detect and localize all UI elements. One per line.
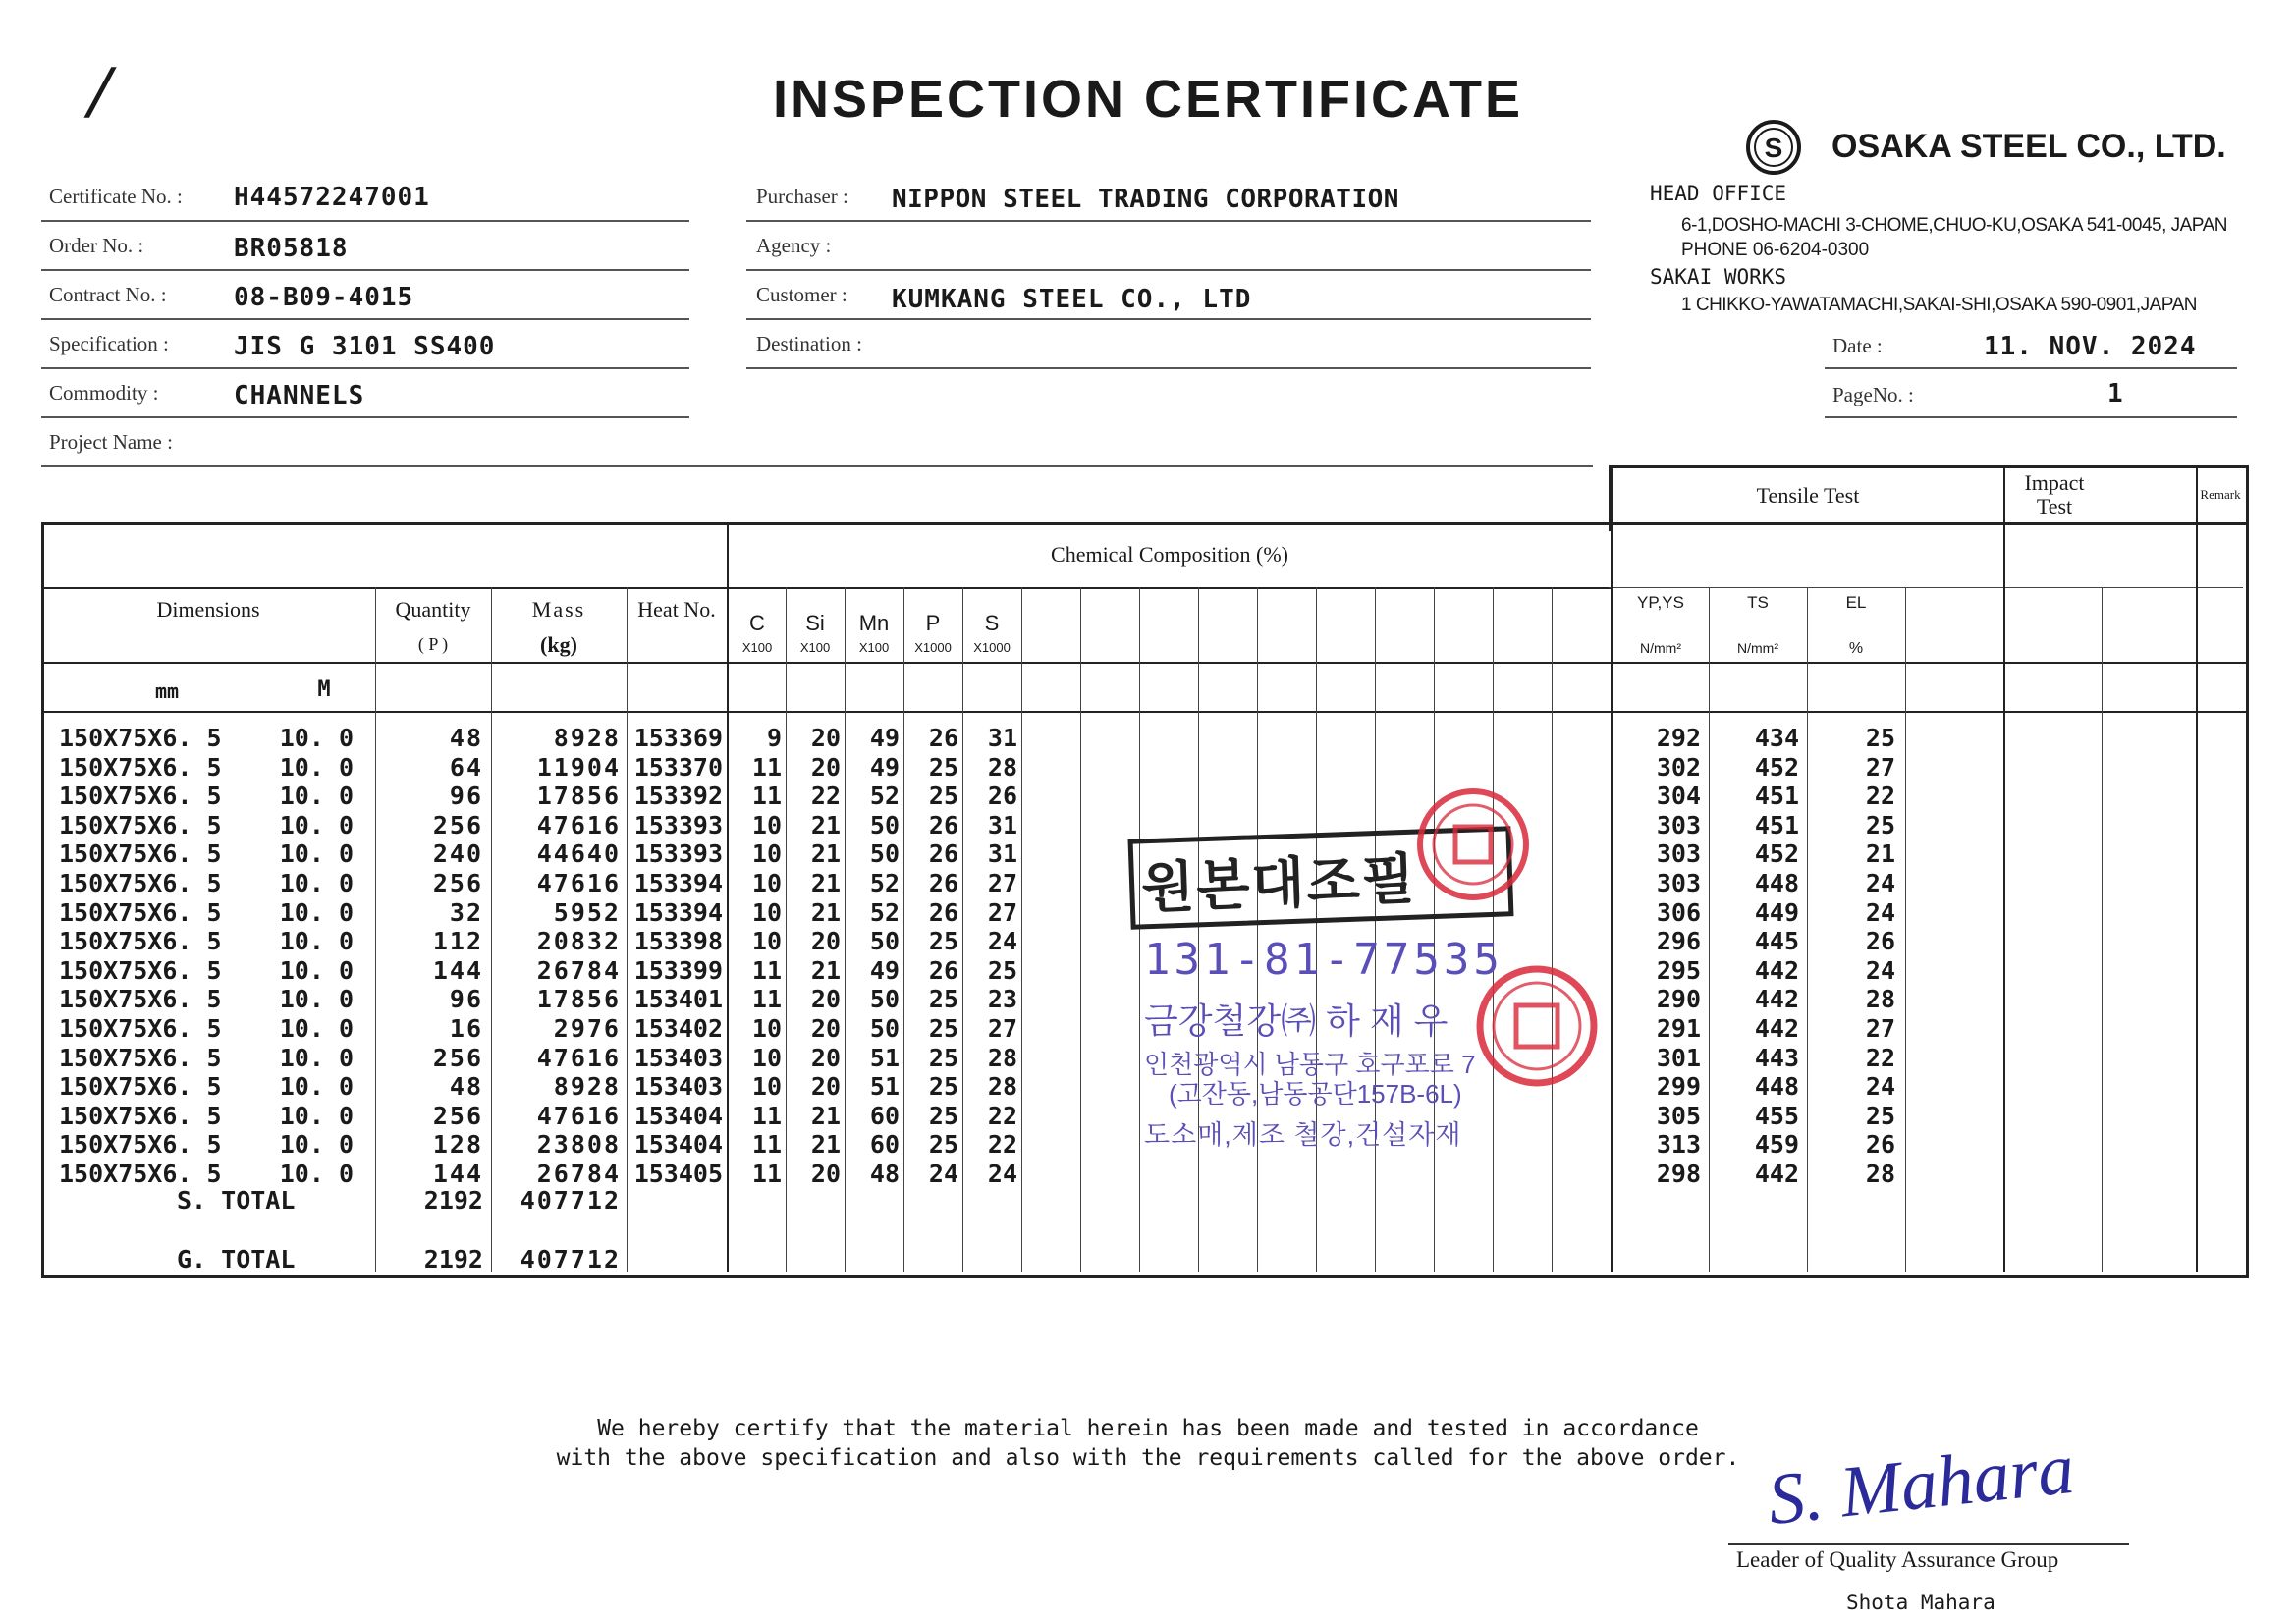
cell-mass: 20832 [536,927,621,956]
cell-mn: 50 [869,985,900,1014]
cell-mn: 60 [869,1101,900,1130]
cell-heat: 153398 [633,927,723,956]
c-header: C [749,611,765,635]
s-total-label: S. TOTAL [177,1186,296,1215]
cell-ts: 442 [1754,1160,1799,1188]
cell-dim: 150X75X6. 5 [59,839,222,869]
cell-c: 10 [751,1043,782,1072]
cell-el: 24 [1865,897,1895,927]
cell-si: 21 [810,1101,841,1130]
cell-heat: 153370 [633,752,723,782]
si-header: Si [805,611,825,635]
el-header: EL [1845,593,1867,612]
cell-c: 11 [751,1101,782,1130]
cell-c: 10 [751,1072,782,1102]
cell-heat: 153404 [633,1101,723,1130]
cell-si: 20 [810,724,841,752]
cell-heat: 153393 [633,810,723,839]
cell-el: 25 [1865,810,1895,839]
yp-header: YP,YS [1637,593,1684,612]
cell-mn: 60 [869,1130,900,1160]
cell-ts: 442 [1754,985,1799,1014]
cell-qty: 64 [449,752,483,782]
cell-mn: 49 [869,955,900,985]
contract-no-label: Contract No. : [49,283,167,306]
cell-p: 26 [928,810,958,839]
cell-si: 21 [810,1130,841,1160]
cell-len: 10. 0 [279,1043,354,1072]
cell-dim: 150X75X6. 5 [59,1160,222,1188]
m-header: M [317,677,331,702]
impact-header: Impact Test [2024,470,2085,518]
cell-mn: 49 [869,752,900,782]
cell-si: 20 [810,1160,841,1188]
osaka-steel-logo-icon [1746,120,1801,175]
tensile-header: Tensile Test [1756,483,1860,508]
certification-line-2: with the above specification and also with the requirements called for the above order. [556,1445,1740,1471]
cell-si: 21 [810,839,841,869]
cell-len: 10. 0 [279,927,354,956]
cell-ts: 442 [1754,955,1799,985]
cell-el: 27 [1865,752,1895,782]
cell-mass: 17856 [536,985,621,1014]
stamp-company-name: 금강철강㈜ 하 재 우 [1144,1001,1449,1041]
cell-el: 26 [1865,927,1895,956]
cell-qty: 256 [432,1043,483,1072]
cell-yp: 303 [1656,810,1701,839]
cell-mass: 44640 [536,839,621,869]
signer-name: Shota Mahara [1846,1591,1995,1614]
cell-si: 21 [810,897,841,927]
signature: S. Mahara [1764,1428,2078,1542]
cell-yp: 305 [1656,1101,1701,1130]
cell-c: 9 [766,724,782,752]
remark-header: Remark [2200,487,2241,502]
specification-label: Specification : [49,332,169,355]
cell-heat: 153403 [633,1043,723,1072]
s-sub: X1000 [973,640,1011,655]
cell-dim: 150X75X6. 5 [59,724,222,752]
cell-ts: 445 [1754,927,1799,956]
s-total-qty: 2192 [423,1186,483,1215]
cell-heat: 153404 [633,1130,723,1160]
cell-c: 11 [751,1130,782,1160]
ts-header: TS [1747,593,1769,612]
cell-p: 25 [928,1130,958,1160]
cell-qty: 96 [449,782,483,811]
si-sub: X100 [799,640,831,655]
cell-yp: 301 [1656,1043,1701,1072]
cell-el: 24 [1865,869,1895,897]
cell-len: 10. 0 [279,724,354,752]
cell-mass: 26784 [536,955,621,985]
contract-no-value: 08-B09-4015 [234,283,414,312]
company-logo [1746,120,1801,175]
cell-yp: 303 [1656,839,1701,869]
cell-si: 22 [810,782,841,811]
cell-dim: 150X75X6. 5 [59,810,222,839]
cell-heat: 153399 [633,955,723,985]
cell-yp: 313 [1656,1130,1701,1160]
cell-mn: 51 [869,1072,900,1102]
cell-si: 21 [810,810,841,839]
agency-label: Agency : [756,234,832,257]
cell-ts: 434 [1754,724,1799,752]
cell-p: 26 [928,839,958,869]
cell-mass: 2976 [553,1014,621,1043]
cell-c: 10 [751,1014,782,1043]
cell-qty: 256 [432,869,483,897]
cell-si: 20 [810,985,841,1014]
cell-s: 26 [987,782,1017,811]
cell-s: 27 [987,897,1017,927]
cell-heat: 153392 [633,782,723,811]
cell-el: 27 [1865,1014,1895,1043]
cell-dim: 150X75X6. 5 [59,1101,222,1130]
s-total-mass: 407712 [519,1186,621,1215]
cell-ts: 452 [1754,839,1799,869]
cell-len: 10. 0 [279,1160,354,1188]
stamp-address-1: 인천광역시 남동구 호구포로 7 [1144,1050,1476,1079]
cell-dim: 150X75X6. 5 [59,1072,222,1102]
cell-heat: 153405 [633,1160,723,1188]
cell-s: 25 [987,955,1017,985]
cell-si: 21 [810,869,841,897]
seal-icon [1414,785,1532,903]
cell-p: 25 [928,752,958,782]
cell-yp: 291 [1656,1014,1701,1043]
cell-mass: 47616 [536,869,621,897]
mass-unit: (kg) [540,632,577,657]
cell-len: 10. 0 [279,897,354,927]
page-no-label: PageNo. : [1832,383,1914,406]
cell-mass: 26784 [536,1160,621,1188]
cell-c: 11 [751,985,782,1014]
chem-header: Chemical Composition (%) [1051,542,1288,567]
cell-mass: 8928 [553,724,621,752]
cell-mass: 47616 [536,810,621,839]
works-address: 1 CHIKKO-YAWATAMACHI,SAKAI-SHI,OSAKA 590-0901,JAPAN [1681,295,2197,315]
specification-value: JIS G 3101 SS400 [234,332,496,361]
cell-yp: 296 [1656,927,1701,956]
red-seal-top [1414,785,1532,903]
cell-ts: 459 [1754,1130,1799,1160]
cell-p: 25 [928,1101,958,1130]
cell-len: 10. 0 [279,985,354,1014]
cell-yp: 292 [1656,724,1701,752]
mm-header: mm [154,679,180,703]
purchaser-value: NIPPON STEEL TRADING CORPORATION [892,185,1399,214]
cell-s: 27 [987,869,1017,897]
company-name: OSAKA STEEL CO., LTD. [1831,128,2226,165]
quantity-unit: ( P ) [417,634,449,654]
cell-ts: 448 [1754,1072,1799,1102]
cell-qty: 48 [449,1072,483,1102]
cell-el: 24 [1865,1072,1895,1102]
customer-value: KUMKANG STEEL CO., LTD [892,285,1252,314]
g-total-qty: 2192 [423,1245,483,1273]
p-header: P [925,611,941,635]
cell-ts: 451 [1754,810,1799,839]
cell-qty: 256 [432,1101,483,1130]
works-label: SAKAI WORKS [1650,265,1787,289]
cell-ts: 449 [1754,897,1799,927]
s-header: S [984,611,1000,635]
date-label: Date : [1832,334,1883,357]
original-copy-stamp-text: 원본대조필 [1140,847,1418,919]
cell-heat: 153393 [633,839,723,869]
cell-mass: 8928 [553,1072,621,1102]
heat-header: Heat No. [637,597,716,622]
cell-qty: 144 [432,1160,483,1188]
p-sub: X1000 [914,640,952,655]
cell-len: 10. 0 [279,1014,354,1043]
order-no-label: Order No. : [49,234,144,257]
certification-line-1: We hereby certify that the material herein has been made and tested in accordance [597,1416,1699,1441]
corner-mark: / [80,55,120,132]
project-name-label: Project Name : [49,430,173,454]
head-office-phone: PHONE 06-6204-0300 [1681,240,1870,260]
page-title: INSPECTION CERTIFICATE [772,70,1524,129]
cell-mn: 50 [869,927,900,956]
cell-si: 20 [810,927,841,956]
cell-heat: 153369 [633,724,723,752]
cell-len: 10. 0 [279,752,354,782]
cell-len: 10. 0 [279,869,354,897]
cell-len: 10. 0 [279,810,354,839]
cell-yp: 304 [1656,782,1701,811]
ts-unit: N/mm² [1737,640,1778,656]
cell-p: 25 [928,927,958,956]
cell-s: 24 [987,1160,1017,1188]
cell-qty: 256 [432,810,483,839]
cell-s: 28 [987,752,1017,782]
cell-dim: 150X75X6. 5 [59,1014,222,1043]
cell-qty: 32 [449,897,483,927]
cell-c: 10 [751,810,782,839]
cell-mn: 52 [869,869,900,897]
cell-c: 10 [751,869,782,897]
cell-p: 25 [928,1014,958,1043]
cell-c: 10 [751,839,782,869]
quantity-header: Quantity [395,597,471,622]
cell-p: 26 [928,869,958,897]
cell-dim: 150X75X6. 5 [59,752,222,782]
cell-mn: 49 [869,724,900,752]
cell-heat: 153403 [633,1072,723,1102]
cell-ts: 448 [1754,869,1799,897]
cell-el: 25 [1865,724,1895,752]
cell-yp: 302 [1656,752,1701,782]
customer-label: Customer : [756,283,847,306]
c-sub: X100 [741,640,773,655]
cell-c: 10 [751,927,782,956]
cell-el: 24 [1865,955,1895,985]
cell-ts: 443 [1754,1043,1799,1072]
cell-s: 24 [987,927,1017,956]
cell-heat: 153394 [633,869,723,897]
cell-s: 31 [987,810,1017,839]
cell-yp: 306 [1656,897,1701,927]
cell-p: 25 [928,782,958,811]
cell-mass: 47616 [536,1043,621,1072]
cell-mn: 50 [869,839,900,869]
cell-mn: 50 [869,1014,900,1043]
cell-mass: 23808 [536,1130,621,1160]
cell-si: 21 [810,955,841,985]
head-office-label: HEAD OFFICE [1650,182,1787,205]
cell-c: 11 [751,955,782,985]
cell-mass: 5952 [553,897,621,927]
cell-s: 28 [987,1043,1017,1072]
dimensions-header: Dimensions [156,597,260,622]
cell-qty: 240 [432,839,483,869]
cell-s: 23 [987,985,1017,1014]
cell-len: 10. 0 [279,955,354,985]
cell-len: 10. 0 [279,1072,354,1102]
cell-heat: 153394 [633,897,723,927]
cell-qty: 16 [449,1014,483,1043]
cell-mn: 48 [869,1160,900,1188]
cell-dim: 150X75X6. 5 [59,782,222,811]
cell-si: 20 [810,1014,841,1043]
cell-s: 31 [987,724,1017,752]
g-total-mass: 407712 [519,1245,621,1273]
commodity-value: CHANNELS [234,381,365,410]
cell-mass: 47616 [536,1101,621,1130]
cell-c: 11 [751,752,782,782]
cell-c: 11 [751,1160,782,1188]
cell-p: 26 [928,724,958,752]
cell-dim: 150X75X6. 5 [59,927,222,956]
certificate-no-label: Certificate No. : [49,185,183,208]
cell-ts: 452 [1754,752,1799,782]
cell-el: 22 [1865,1043,1895,1072]
cell-p: 25 [928,985,958,1014]
logo-letter: S [1764,133,1783,163]
cell-p: 25 [928,1043,958,1072]
cell-s: 22 [987,1130,1017,1160]
cell-el: 22 [1865,782,1895,811]
cell-mn: 52 [869,782,900,811]
cell-qty: 48 [449,724,483,752]
cell-len: 10. 0 [279,839,354,869]
destination-label: Destination : [756,332,862,355]
date-value: 11. NOV. 2024 [1984,332,2197,361]
cell-yp: 298 [1656,1160,1701,1188]
cell-dim: 150X75X6. 5 [59,1043,222,1072]
cell-el: 28 [1865,1160,1895,1188]
cell-dim: 150X75X6. 5 [59,985,222,1014]
stamp-business: 도소매,제조 철강,건설자재 [1144,1120,1462,1150]
cell-s: 22 [987,1101,1017,1130]
cell-si: 20 [810,1072,841,1102]
mn-header: Mn [858,611,890,635]
cell-p: 24 [928,1160,958,1188]
cell-p: 25 [928,1072,958,1102]
cell-dim: 150X75X6. 5 [59,955,222,985]
cell-mn: 52 [869,897,900,927]
head-office-address: 6-1,DOSHO-MACHI 3-CHOME,CHUO-KU,OSAKA 541-0045, JAPAN [1681,215,2227,236]
cell-yp: 295 [1656,955,1701,985]
cell-s: 27 [987,1014,1017,1043]
purchaser-label: Purchaser : [756,185,848,208]
stamp-address-2: (고잔동,남동공단157B-6L) [1169,1079,1462,1109]
cell-yp: 303 [1656,869,1701,897]
cell-len: 10. 0 [279,1130,354,1160]
cell-dim: 150X75X6. 5 [59,897,222,927]
cell-s: 31 [987,839,1017,869]
cell-qty: 128 [432,1130,483,1160]
cell-heat: 153402 [633,1014,723,1043]
mn-sub: X100 [858,640,890,655]
cell-p: 26 [928,955,958,985]
cell-qty: 112 [432,927,483,956]
cell-qty: 96 [449,985,483,1014]
signer-role: Leader of Quality Assurance Group [1736,1547,2059,1572]
cell-qty: 144 [432,955,483,985]
cell-dim: 150X75X6. 5 [59,869,222,897]
cell-mn: 50 [869,810,900,839]
g-total-label: G. TOTAL [177,1245,296,1273]
cell-s: 28 [987,1072,1017,1102]
cell-ts: 451 [1754,782,1799,811]
stamp-reg-no: 131-81-77535 [1144,935,1503,985]
order-no-value: BR05818 [234,234,349,263]
certificate-no-value: H44572247001 [234,183,430,212]
cell-yp: 290 [1656,985,1701,1014]
cell-p: 26 [928,897,958,927]
cell-c: 10 [751,897,782,927]
cell-mass: 11904 [536,752,621,782]
cell-el: 21 [1865,839,1895,869]
cell-ts: 442 [1754,1014,1799,1043]
cell-si: 20 [810,752,841,782]
cell-el: 26 [1865,1130,1895,1160]
mass-header: Mass [531,597,586,622]
cell-c: 11 [751,782,782,811]
cell-yp: 299 [1656,1072,1701,1102]
cell-si: 20 [810,1043,841,1072]
commodity-label: Commodity : [49,381,159,405]
cell-el: 28 [1865,985,1895,1014]
cell-heat: 153401 [633,985,723,1014]
el-unit: % [1848,640,1864,657]
cell-mass: 17856 [536,782,621,811]
cell-mn: 51 [869,1043,900,1072]
cell-len: 10. 0 [279,1101,354,1130]
cell-dim: 150X75X6. 5 [59,1130,222,1160]
cell-len: 10. 0 [279,782,354,811]
cell-ts: 455 [1754,1101,1799,1130]
yp-unit: N/mm² [1640,640,1681,656]
cell-el: 25 [1865,1101,1895,1130]
page-no-value: 1 [2107,379,2124,408]
